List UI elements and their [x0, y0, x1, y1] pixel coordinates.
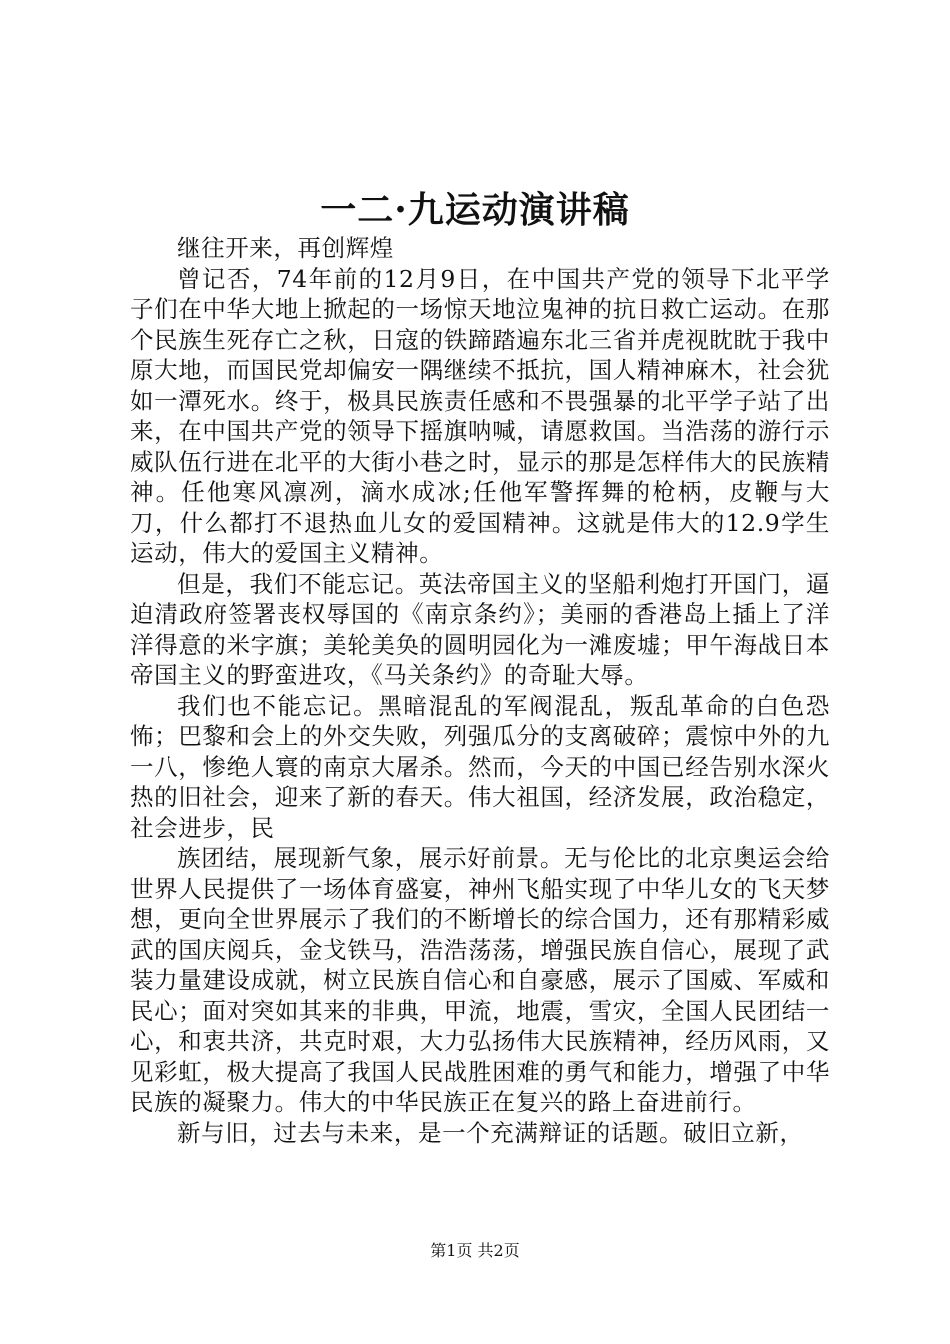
document-title: 一二·九运动演讲稿 — [320, 189, 630, 231]
body-paragraph: 但是，我们不能忘记。英法帝国主义的坚船利炮打开国门，逼迫清政府签署丧权辱国的《南京条约》；美丽的香港岛上插上了洋洋得意的米字旗；美轮美奂的圆明园化为一滩废墟；甲午海战日本帝国主义的野蛮进攻，《马关条约》的奇耻大辱。 — [130, 569, 830, 689]
body-paragraph: 曾记否，74年前的12月9日，在中国共产党的领导下北平学子们在中华大地上掀起的一场惊天地泣鬼神的抗日救亡运动。在那个民族生死存亡之秋，日寇的铁蹄踏遍东北三省并虎视眈眈于我中原大地，而国民党却偏安一隅继续不抵抗，国人精神麻木，社会犹如一潭死水。终于，极具民族责任感和不畏强暴的北平学子站了出来，在中国共产党的领导下摇旗呐喊，请愿救国。当浩荡的游行示威队伍行进在北平的大街小巷之时，显示的那是怎样伟大的民族精神。任他寒风凛冽，滴水成冰;任他军警挥舞的枪柄，皮鞭与大刀，什么都打不退热血儿女的爱国精神。这就是伟大的12.9学生运动，伟大的爱国主义精神。 — [130, 264, 830, 567]
subtitle-paragraph: 继往开来，再创辉煌 — [177, 234, 394, 262]
document-body — [130, 233, 830, 1148]
page-footer: 第1页 共2页 — [430, 1241, 520, 1260]
body-paragraph: 我们也不能忘记。黑暗混乱的军阀混乱，叛乱革命的白色恐怖；巴黎和会上的外交失败，列强瓜分的支离破碎；震惊中外的九一八，惨绝人寰的南京大屠杀。然而，今天的中国已经告别水深火热的旧社会，迎来了新的春天。伟大祖国，经济发展，政治稳定，社会进步，民 — [130, 691, 830, 842]
body-paragraph: 新与旧，过去与未来，是一个充满辩证的话题。破旧立新， — [177, 1118, 804, 1147]
body-paragraph: 族团结，展现新气象，展示好前景。无与伦比的北京奥运会给世界人民提供了一场体育盛宴，神州飞船实现了中华儿女的飞天梦想，更向全世界展示了我们的不断增长的综合国力，还有那精彩威武的国庆阅兵，金戈铁马，浩浩荡荡，增强民族自信心，展现了武装力量建设成就，树立民族自信心和自豪感，展示了国威、军威和民心；面对突如其来的非典，甲流，地震，雪灾，全国人民团结一心，和衷共济，共克时艰，大力弘扬伟大民族精神，经历风雨，又见彩虹，极大提高了我国人民战胜困难的勇气和能力，增强了中华民族的凝聚力。伟大的中华民族正在复兴的路上奋进前行。 — [130, 844, 830, 1116]
